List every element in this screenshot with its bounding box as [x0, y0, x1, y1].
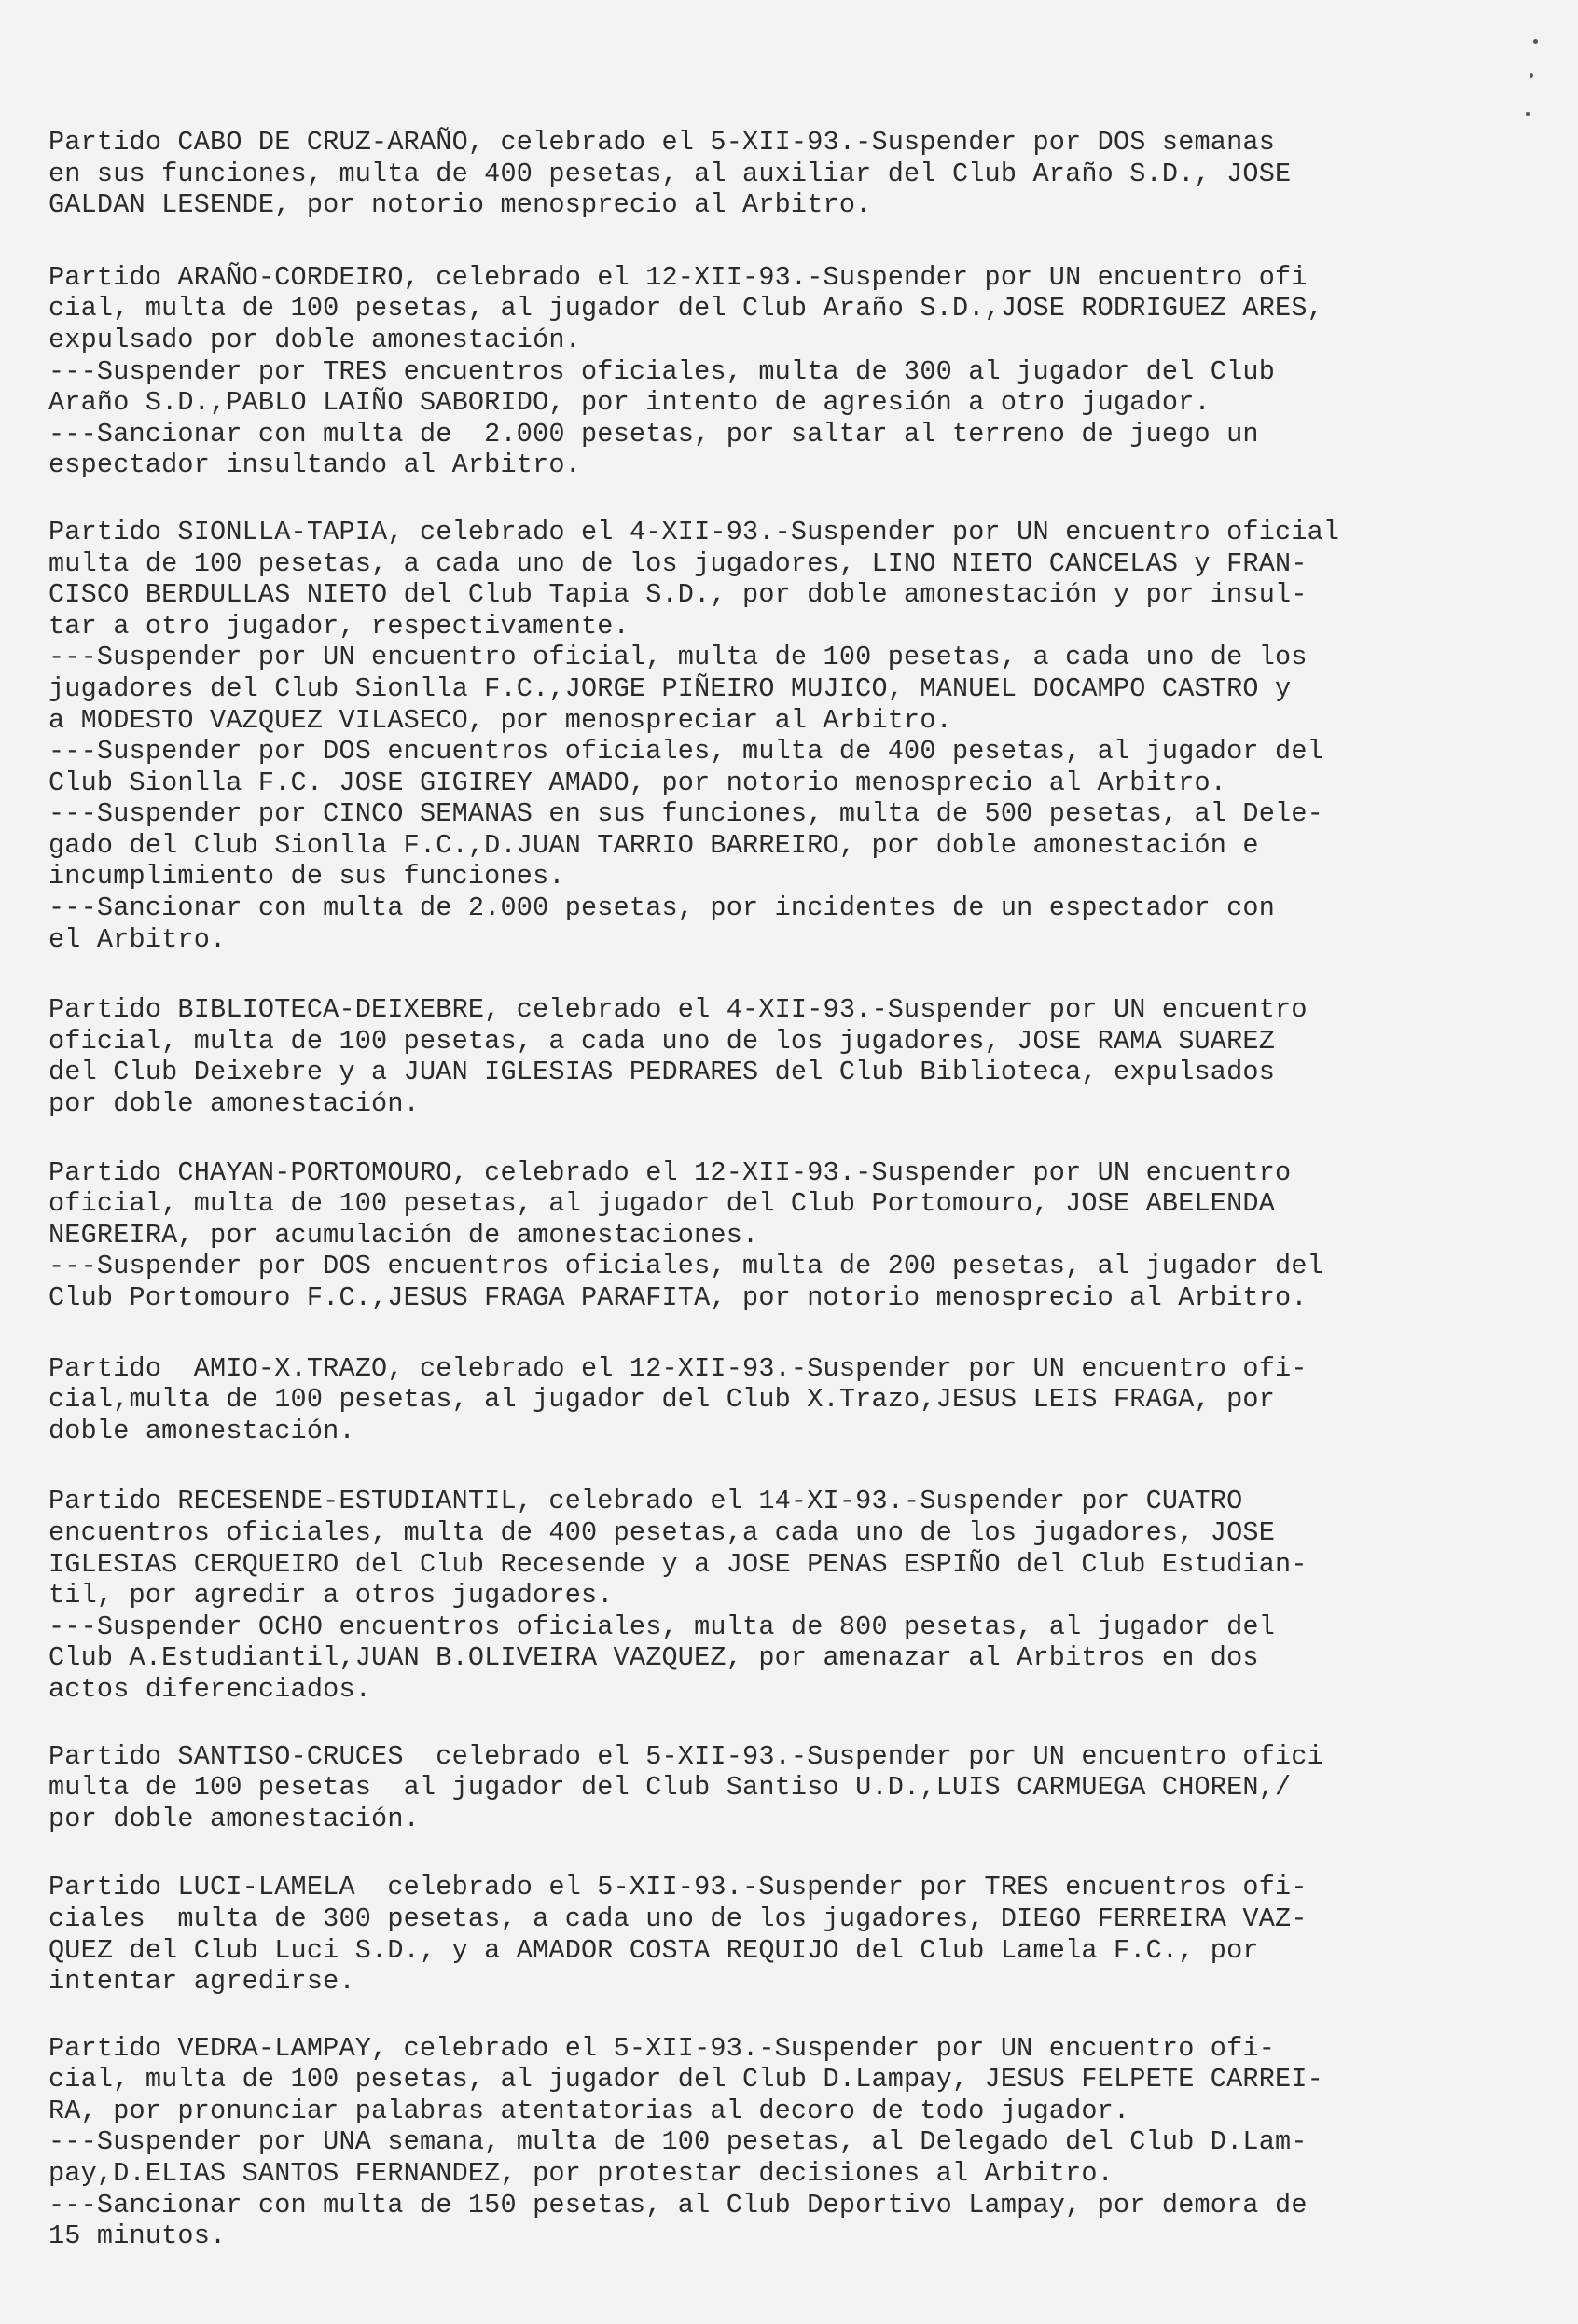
text-line: ---Sancionar con multa de 2.000 pesetas, por incidentes de un espectador con [48, 892, 1276, 924]
text-line: Partido CHAYAN-PORTOMOURO, celebrado el 12-XII-93.-Suspender por UN encuentro [48, 1156, 1292, 1188]
text-line: multa de 100 pesetas al jugador del Club Santiso U.D.,LUIS CARMUEGA CHOREN,/ [48, 1772, 1292, 1804]
text-line: Araño S.D.,PABLO LAIÑO SABORIDO, por intento de agresión a otro jugador. [48, 387, 1211, 419]
text-line: incumplimiento de sus funciones. [48, 861, 565, 892]
text-line: Partido LUCI-LAMELA celebrado el 5-XII-93.-Suspender por TRES encuentros ofi- [48, 1872, 1308, 1903]
text-line: 15 minutos. [48, 2220, 227, 2252]
text-line: ---Suspender por TRES encuentros oficiales, multa de 300 al jugador del Club [48, 355, 1276, 387]
text-line: espectador insultando al Arbitro. [48, 450, 581, 481]
ink-speck [1533, 39, 1538, 44]
match-entry-recesende-estudiantil [48, 1486, 1541, 1705]
text-line: RA, por pronunciar palabras atentatorias al decoro de todo jugador. [48, 2095, 1130, 2126]
match-entry-cabo-de-cruz-arano [48, 127, 1541, 221]
text-line: Partido VEDRA-LAMPAY, celebrado el 5-XII-93.-Suspender por UN encuentro ofi- [48, 2032, 1276, 2064]
text-line: Partido SANTISO-CRUCES celebrado el 5-XII-93.-Suspender por UN encuentro ofici [48, 1740, 1323, 1772]
text-line: cial, multa de 100 pesetas, al jugador del Club D.Lampay, JESUS FELPETE CARREI- [48, 2064, 1323, 2096]
text-line: por doble amonestación. [48, 1088, 420, 1120]
match-entry-amio-x-trazo [48, 1353, 1541, 1447]
text-line: en sus funciones, multa de 400 pesetas, al auxiliar del Club Araño S.D., JOSE [48, 158, 1292, 189]
match-entry-vedra-lampay [48, 2033, 1541, 2252]
ink-speck [1526, 112, 1530, 116]
text-line: Partido BIBLIOTECA-DEIXEBRE, celebrado el 4-XII-93.-Suspender por UN encuentro [48, 994, 1308, 1026]
text-line: Partido SIONLLA-TAPIA, celebrado el 4-XII-93.-Suspender por UN encuentro oficial [48, 516, 1340, 547]
text-line: ---Suspender OCHO encuentros oficiales, multa de 800 pesetas, al jugador del [48, 1611, 1276, 1642]
text-line: ---Sancionar con multa de 2.000 pesetas, por saltar al terreno de juego un [48, 418, 1259, 450]
text-line: del Club Deixebre y a JUAN IGLESIAS PEDRARES del Club Biblioteca, expulsados [48, 1057, 1276, 1088]
text-line: gado del Club Sionlla F.C.,D.JUAN TARRIO BARREIRO, por doble amonestación e [48, 829, 1259, 861]
text-line: tar a otro jugador, respectivamente. [48, 610, 630, 642]
text-line: NEGREIRA, por acumulación de amonestaciones. [48, 1219, 759, 1251]
text-line: ---Suspender por DOS encuentros oficiales, multa de 400 pesetas, al jugador del [48, 736, 1323, 768]
text-line: actos diferenciados. [48, 1673, 372, 1705]
text-line: oficial, multa de 100 pesetas, al jugador del Club Portomouro, JOSE ABELENDA [48, 1188, 1276, 1220]
match-entry-arano-cordeiro [48, 262, 1541, 481]
text-line: multa de 100 pesetas, a cada uno de los jugadores, LINO NIETO CANCELAS y FRAN- [48, 547, 1308, 579]
text-line: pay,D.ELIAS SANTOS FERNANDEZ, por protestar decisiones al Arbitro. [48, 2158, 1114, 2190]
match-entry-chayan-portomouro [48, 1157, 1541, 1314]
text-line: intentar agredirse. [48, 1966, 355, 1998]
text-line: oficial, multa de 100 pesetas, a cada uno de los jugadores, JOSE RAMA SUAREZ [48, 1025, 1276, 1057]
match-entry-sionlla-tapia [48, 517, 1541, 955]
text-line: CISCO BERDULLAS NIETO del Club Tapia S.D., por doble amonestación y por insul- [48, 579, 1308, 611]
text-line: ---Suspender por UN encuentro oficial, multa de 100 pesetas, a cada uno de los [48, 642, 1308, 673]
text-line: IGLESIAS CERQUEIRO del Club Recesende y a JOSE PENAS ESPIÑO del Club Estudian- [48, 1548, 1308, 1580]
text-line: Partido ARAÑO-CORDEIRO, celebrado el 12-XII-93.-Suspender por UN encuentro ofi [48, 261, 1308, 293]
text-line: por doble amonestación. [48, 1803, 420, 1834]
ink-speck [1530, 73, 1533, 78]
text-line: Partido CABO DE CRUZ-ARAÑO, celebrado el 5-XII-93.-Suspender por DOS semanas [48, 127, 1276, 158]
text-line: Club Portomouro F.C.,JESUS FRAGA PARAFITA, por notorio menosprecio al Arbitro. [48, 1282, 1308, 1313]
match-entry-luci-lamela [48, 1872, 1541, 1997]
match-entry-biblioteca-deixebre [48, 994, 1541, 1119]
text-line: ---Suspender por DOS encuentros oficiales, multa de 200 pesetas, al jugador del [48, 1251, 1323, 1282]
text-line: el Arbitro. [48, 923, 227, 955]
text-line: GALDAN LESENDE, por notorio menosprecio al Arbitro. [48, 189, 872, 221]
text-line: til, por agredir a otros jugadores. [48, 1580, 614, 1612]
text-line: Club Sionlla F.C. JOSE GIGIREY AMADO, por notorio menosprecio al Arbitro. [48, 767, 1227, 798]
text-line: encuentros oficiales, multa de 400 pesetas,a cada uno de los jugadores, JOSE [48, 1516, 1276, 1548]
text-line: doble amonestación. [48, 1415, 355, 1446]
text-line: Club A.Estudiantil,JUAN B.OLIVEIRA VAZQUEZ, por amenazar al Arbitros en dos [48, 1642, 1259, 1674]
text-line: cial, multa de 100 pesetas, al jugador del Club Araño S.D.,JOSE RODRIGUEZ ARES, [48, 293, 1323, 325]
match-entry-santiso-cruces [48, 1741, 1541, 1835]
text-line: ---Suspender por UNA semana, multa de 100 pesetas, al Delegado del Club D.Lam- [48, 2126, 1308, 2158]
document-body [48, 127, 1541, 2252]
text-line: Partido RECESENDE-ESTUDIANTIL, celebrado el 14-XI-93.-Suspender por CUATRO [48, 1486, 1243, 1517]
text-line: Partido AMIO-X.TRAZO, celebrado el 12-XII-93.-Suspender por UN encuentro ofi- [48, 1352, 1308, 1384]
text-line: ---Suspender por CINCO SEMANAS en sus funciones, multa de 500 pesetas, al Dele- [48, 798, 1323, 830]
text-line: a MODESTO VAZQUEZ VILASECO, por menospreciar al Arbitro. [48, 704, 952, 736]
text-line: cial,multa de 100 pesetas, al jugador del Club X.Trazo,JESUS LEIS FRAGA, por [48, 1384, 1276, 1416]
text-line: ---Sancionar con multa de 150 pesetas, al Club Deportivo Lampay, por demora de [48, 2189, 1308, 2220]
text-line: jugadores del Club Sionlla F.C.,JORGE PIÑEIRO MUJICO, MANUEL DOCAMPO CASTRO y [48, 672, 1292, 704]
text-line: QUEZ del Club Luci S.D., y a AMADOR COSTA REQUIJO del Club Lamela F.C., por [48, 1934, 1259, 1966]
text-line: expulsado por doble amonestación. [48, 324, 581, 355]
text-line: ciales multa de 300 pesetas, a cada uno de los jugadores, DIEGO FERREIRA VAZ- [48, 1902, 1308, 1934]
